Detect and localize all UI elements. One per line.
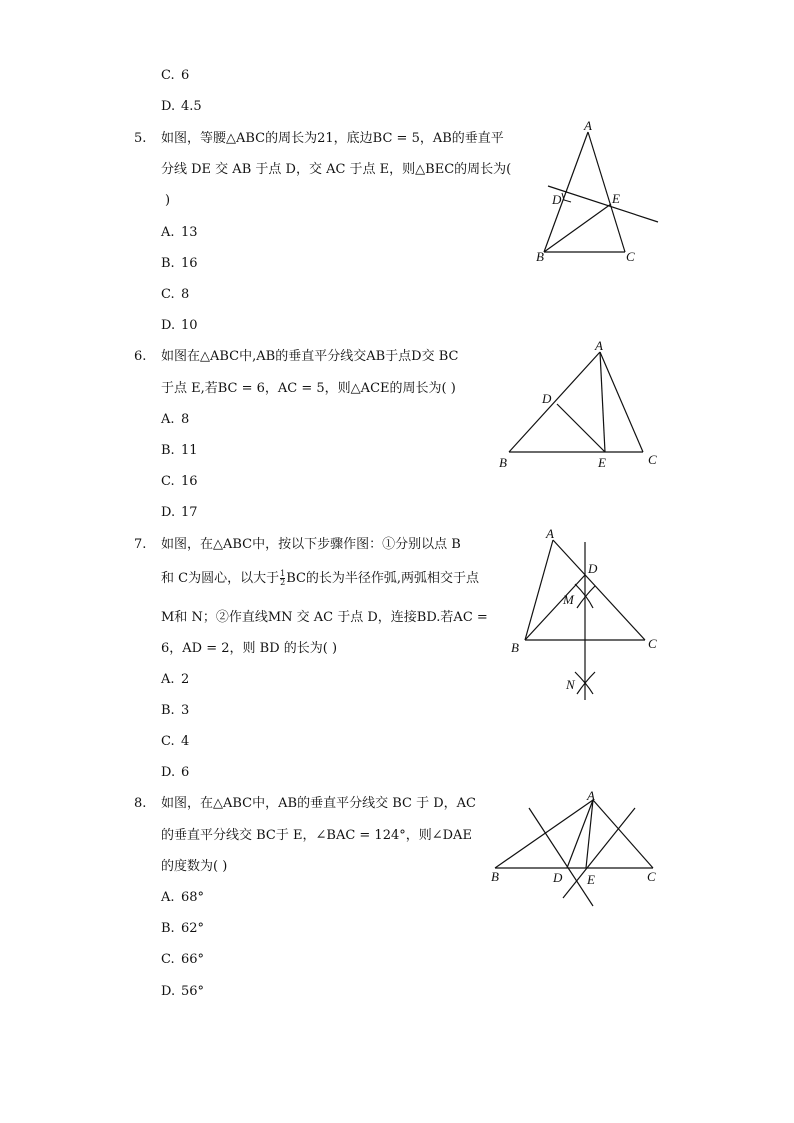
figure-q5 [530, 118, 670, 268]
option-c [161, 473, 198, 491]
point-label-a: A [546, 526, 554, 541]
option-label: C. [161, 952, 175, 967]
option-c [161, 733, 189, 751]
figure-q7 [505, 524, 670, 704]
option-text: 66° [181, 952, 205, 967]
question-text-line-3: M和 N；②作直线MN 交 AC 于点 D，连接BD.若AC = [161, 610, 488, 625]
question-text-line-1: 如图，等腰△ABC的周长为21，底边BC = 5，AB的垂直平 [161, 131, 504, 146]
option-text: 16 [181, 474, 198, 489]
point-label-b: B [491, 869, 499, 884]
option-label: C. [161, 734, 175, 749]
point-label-a: A [587, 788, 595, 803]
point-label-e: E [598, 455, 606, 470]
question-number: 5. [134, 131, 147, 146]
fraction-numerator: 1 [280, 569, 286, 578]
fraction-denominator: 2 [280, 578, 286, 587]
option-c [161, 286, 189, 304]
option-label: D. [161, 984, 176, 999]
segment-ac [553, 540, 645, 640]
point-label-m: M [563, 592, 574, 607]
segment-be [544, 204, 611, 252]
option-text: 17 [181, 505, 198, 520]
question-number: 6. [134, 349, 147, 364]
option-label: B. [161, 443, 175, 458]
point-label-d: D [553, 870, 563, 885]
question-text-line-1: 如图在△ABC中,AB的垂直平分线交AB于点D交 BC [161, 349, 459, 364]
option-a [161, 671, 189, 689]
option-a [161, 411, 189, 429]
segment-ae [600, 352, 605, 452]
option-text: 8 [181, 287, 190, 302]
segment-ac [593, 800, 653, 868]
option-label: A. [161, 225, 175, 240]
figure-q8 [485, 786, 670, 911]
option-text: 16 [181, 256, 198, 271]
point-label-b: B [499, 455, 507, 470]
option-text: 10 [181, 318, 198, 333]
point-label-d: D [552, 192, 562, 207]
option-label: C. [161, 68, 175, 83]
point-label-c: C [648, 452, 657, 467]
point-label-e: E [587, 872, 595, 887]
carryover-option-d [161, 98, 202, 116]
point-label-c: C [648, 636, 657, 651]
question-text-line-2 [161, 570, 479, 588]
option-d [161, 764, 189, 782]
question-text-line-1: 如图，在△ABC中，按以下步骤作图：①分别以点 B [161, 537, 461, 552]
point-label-c: C [647, 869, 656, 884]
option-label: B. [161, 256, 175, 271]
question-text-line-3: 的度数为( ) [161, 859, 228, 874]
option-text: 3 [181, 703, 190, 718]
perpendicular-bisector-ac [563, 808, 635, 898]
option-label: A. [161, 412, 175, 427]
point-label-b: B [511, 640, 519, 655]
option-b [161, 920, 204, 938]
question-text-line-1: 如图，在△ABC中，AB的垂直平分线交 BC 于 D，AC [161, 796, 476, 811]
point-label-d: D [588, 561, 598, 576]
option-text: 8 [181, 412, 190, 427]
option-c [161, 951, 204, 969]
option-text: 56° [181, 984, 205, 999]
point-label-a: A [595, 338, 603, 353]
option-label: D. [161, 765, 176, 780]
option-label: D. [161, 318, 176, 333]
question-text-line-2: 于点 E,若BC = 6，AC = 5，则△ACE的周长为( ) [161, 381, 456, 396]
option-text: 4 [181, 734, 190, 749]
option-label: C. [161, 474, 175, 489]
carryover-option-c [161, 67, 189, 85]
option-text: 6 [181, 68, 190, 83]
question-text-line-4: 6，AD = 2，则 BD 的长为( ) [161, 641, 338, 656]
text-fragment: BC的长为半径作弧,两弧相交于点 [286, 571, 480, 586]
option-text: 6 [181, 765, 190, 780]
option-label: A. [161, 672, 175, 687]
segment-ab [509, 352, 600, 452]
point-label-d: D [542, 391, 552, 406]
question-number: 8. [134, 796, 147, 811]
option-text: 11 [181, 443, 198, 458]
perpendicular-bisector-de [548, 186, 658, 222]
figure-q6 [495, 336, 670, 476]
segment-de [557, 404, 605, 452]
segment-ab [495, 800, 593, 868]
question-text-line-3: ) [165, 193, 171, 208]
option-label: D. [161, 505, 176, 520]
option-text: 4.5 [181, 99, 202, 114]
option-b [161, 442, 198, 460]
point-label-n: N [566, 677, 575, 692]
text-fragment: 和 C为圆心，以大于 [161, 571, 280, 586]
point-label-a: A [584, 118, 592, 133]
question-number: 7. [134, 537, 147, 552]
option-d [161, 504, 198, 522]
question-text-line-2: 分线 DE 交 AB 于点 D，交 AC 于点 E，则△BEC的周长为( [161, 162, 512, 177]
fraction-one-half [280, 570, 285, 587]
option-text: 13 [181, 225, 198, 240]
question-text-line-2: 的垂直平分线交 BC于 E，∠BAC = 124°，则∠DAE [161, 828, 472, 843]
option-label: B. [161, 921, 175, 936]
option-a [161, 889, 204, 907]
option-label: B. [161, 703, 175, 718]
arc-n-1 [575, 672, 593, 694]
option-label: A. [161, 890, 175, 905]
option-label: C. [161, 287, 175, 302]
point-label-b: B [536, 249, 544, 264]
option-label: D. [161, 99, 176, 114]
option-b [161, 255, 198, 273]
arc-n-2 [577, 672, 595, 694]
option-d [161, 983, 204, 1001]
point-label-c: C [626, 249, 635, 264]
option-b [161, 702, 189, 720]
option-d [161, 317, 198, 335]
option-a [161, 224, 198, 242]
segment-ac [600, 352, 643, 452]
arc-m-1 [575, 584, 593, 608]
option-text: 2 [181, 672, 190, 687]
point-label-e: E [612, 191, 620, 206]
option-text: 62° [181, 921, 205, 936]
option-text: 68° [181, 890, 205, 905]
